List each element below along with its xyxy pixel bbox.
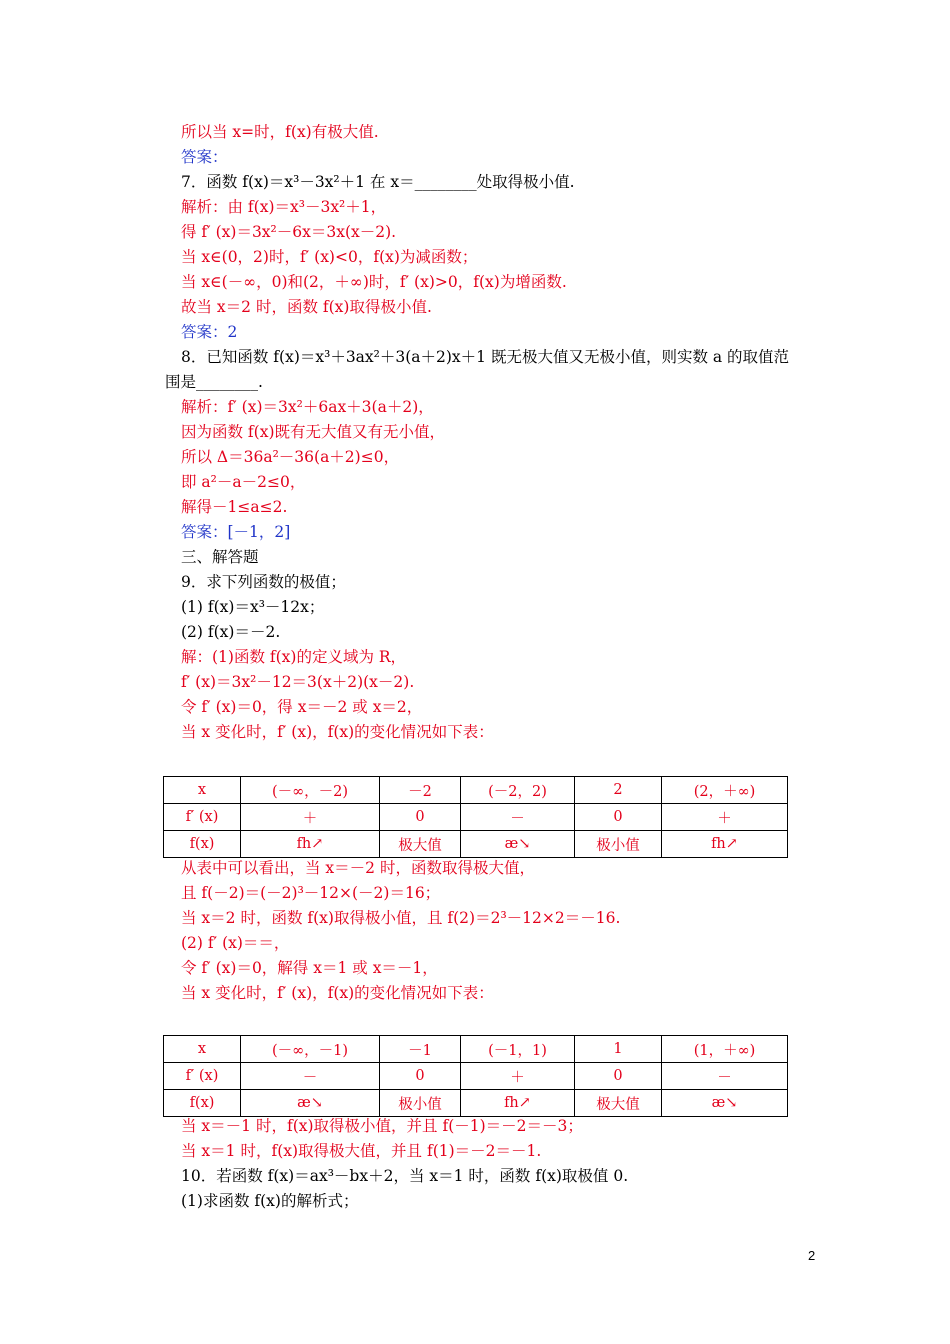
text-line: 故当 x＝2 时，函数 f(x)取得极小值.: [181, 298, 432, 316]
text-line: (1) f(x)＝x³－12x；: [181, 598, 325, 616]
text-line: 围是________.: [165, 373, 263, 391]
table-cell: æ↘: [241, 1090, 380, 1117]
table-row: [164, 831, 788, 858]
text-line: 当 x∈(0，2)时，f′ (x)<0，f(x)为减函数；: [181, 248, 478, 266]
table-cell: (1，＋∞): [662, 1036, 788, 1063]
table-cell: ＋: [241, 804, 380, 831]
table-cell: －2: [380, 777, 461, 804]
table-cell: －: [241, 1063, 380, 1090]
text-line: 10．若函数 f(x)＝ax³－bx＋2，当 x＝1 时，函数 f(x)取极值 0.: [181, 1167, 629, 1185]
table-cell: (－∞，－1): [241, 1036, 380, 1063]
page-number: 2: [808, 1248, 816, 1263]
table-cell: (－2，2): [461, 777, 575, 804]
table-cell: x: [164, 777, 241, 804]
table-cell: (－∞，－2): [241, 777, 380, 804]
table-cell: 1: [575, 1036, 662, 1063]
table-cell: (2，＋∞): [662, 777, 788, 804]
table-cell: －: [461, 804, 575, 831]
table-cell: 0: [380, 804, 461, 831]
text-line: 所以当 x=时，f(x)有极大值.: [181, 123, 379, 141]
table-row: [164, 804, 788, 831]
table-cell: －: [662, 1063, 788, 1090]
text-line: 答案：: [181, 148, 228, 166]
table-cell: x: [164, 1036, 241, 1063]
table-cell: 极大值: [575, 1090, 662, 1117]
text-line: (2) f′ (x)＝＝，: [181, 934, 290, 952]
text-line: 当 x＝2 时，函数 f(x)取得极小值，且 f(2)＝2³－12×2＝－16.: [181, 909, 621, 927]
text-line: 解得－1≤a≤2.: [181, 498, 288, 516]
text-line: 当 x＝－1 时，f(x)取得极小值，并且 f(－1)＝－2＝－3；: [181, 1117, 583, 1135]
text-line: 答案：2: [181, 323, 238, 341]
text-line: (1)求函数 f(x)的解析式；: [181, 1192, 359, 1210]
table-row: [164, 1063, 788, 1090]
table-cell: 2: [575, 777, 662, 804]
text-line: 8．已知函数 f(x)＝x³＋3ax²＋3(a＋2)x＋1 既无极大值又无极小值，则实数 a 的取值范: [181, 348, 790, 366]
table-row: [164, 1036, 788, 1063]
text-line: 当 x∈(－∞，0)和(2，＋∞)时，f′ (x)>0，f(x)为增函数.: [181, 273, 567, 291]
table-cell: ＋: [662, 804, 788, 831]
table-cell: ＋: [461, 1063, 575, 1090]
table-cell: f′ (x): [164, 1063, 241, 1090]
table-cell: fh↗: [241, 831, 380, 858]
table-cell: 极小值: [380, 1090, 461, 1117]
text-line: 解析：由 f(x)＝x³－3x²＋1，: [181, 198, 387, 216]
text-line: 当 x 变化时，f′ (x)，f(x)的变化情况如下表：: [181, 984, 494, 1002]
table-cell: 0: [575, 804, 662, 831]
table-cell: 0: [380, 1063, 461, 1090]
table-cell: æ↘: [662, 1090, 788, 1117]
table-cell: (－1，1): [461, 1036, 575, 1063]
section-heading: 三、解答题: [181, 548, 259, 566]
text-line: 答案：[－1，2]: [181, 523, 291, 541]
variation-table-1: [163, 776, 788, 858]
table-cell: －1: [380, 1036, 461, 1063]
text-line: 因为函数 f(x)既有无大值又有无小值，: [181, 423, 446, 441]
text-line: 得 f′ (x)＝3x²－6x＝3x(x－2).: [181, 223, 397, 241]
variation-table-2: [163, 1035, 788, 1117]
text-line: 解：(1)函数 f(x)的定义域为 R，: [181, 648, 407, 666]
table-row: [164, 777, 788, 804]
text-line: 当 x 变化时，f′ (x)，f(x)的变化情况如下表：: [181, 723, 494, 741]
text-line: f′ (x)＝3x²－12＝3(x＋2)(x－2).: [181, 673, 415, 691]
text-line: 从表中可以看出，当 x＝－2 时，函数取得极大值，: [181, 859, 535, 877]
text-line: 9．求下列函数的极值；: [181, 573, 346, 591]
text-line: 当 x＝1 时，f(x)取得极大值，并且 f(1)＝－2＝－1.: [181, 1142, 542, 1160]
table-cell: f(x): [164, 831, 241, 858]
table-cell: f′ (x): [164, 804, 241, 831]
table-cell: 极小值: [575, 831, 662, 858]
text-line: 解析：f′ (x)＝3x²＋6ax＋3(a＋2)，: [181, 398, 434, 416]
table-cell: fh↗: [461, 1090, 575, 1117]
text-line: 令 f′ (x)＝0，得 x＝－2 或 x＝2，: [181, 698, 423, 716]
text-line: 7．函数 f(x)＝x³－3x²＋1 在 x＝________处取得极小值.: [181, 173, 575, 191]
text-line: 令 f′ (x)＝0，解得 x＝1 或 x＝－1，: [181, 959, 438, 977]
table-cell: æ↘: [461, 831, 575, 858]
table-cell: fh↗: [662, 831, 788, 858]
table-cell: f(x): [164, 1090, 241, 1117]
table-cell: 0: [575, 1063, 662, 1090]
text-line: (2) f(x)＝－2.: [181, 623, 281, 641]
table-cell: 极大值: [380, 831, 461, 858]
text-line: 所以 Δ＝36a²－36(a＋2)≤0，: [181, 448, 400, 466]
table-row: [164, 1090, 788, 1117]
text-line: 且 f(－2)＝(－2)³－12×(－2)＝16；: [181, 884, 441, 902]
text-line: 即 a²－a－2≤0，: [181, 473, 306, 491]
